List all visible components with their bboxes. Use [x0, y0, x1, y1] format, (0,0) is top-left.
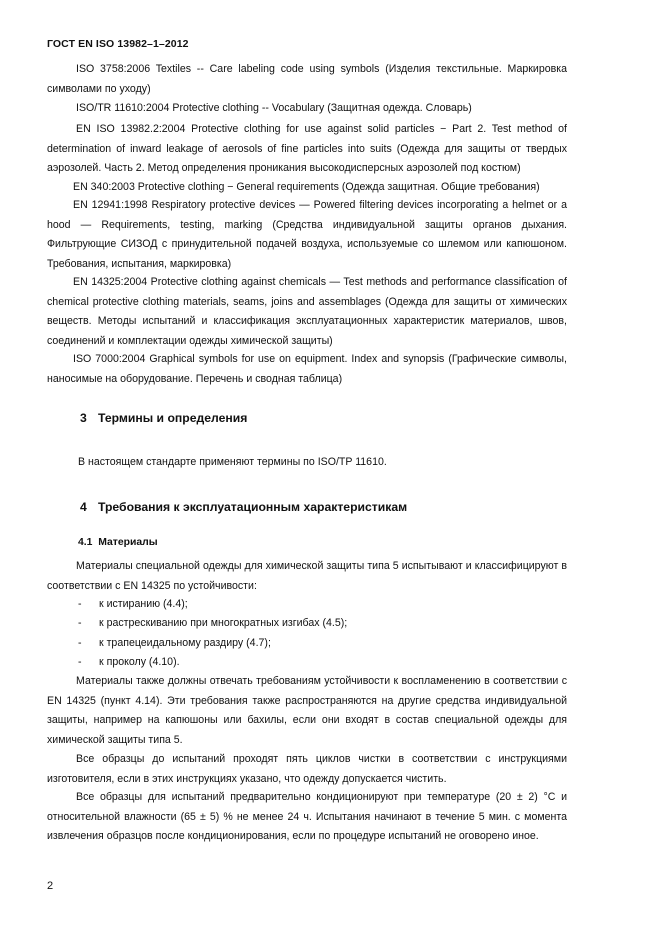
list-item	[78, 637, 271, 649]
reference-en-12941: EN 12941:1998 Respiratory protective devices — Powered filtering devices incorporating a helmet or a hood — Requirements, testing, marking (Средства индивидуальной защиты органов дыхания. Фильтрующие СИЗОД с принудительной подачей воздуха, используемые со шлемом или капюшоном. Требования, испытания, маркировка)	[47, 199, 567, 270]
reference-iso-7000: ISO 7000:2004 Graphical symbols for use on equipment. Index and synopsis (Графические символы, наносимые на оборудование. Перечень и сводная таблица)	[47, 353, 567, 385]
list-item-text: к трапецеидальному раздиру (4.7);	[99, 637, 271, 649]
section-4-cleaning-paragraph: Все образцы до испытаний проходят пять циклов чистки в соответствии с инструкциями изготовителя, если в этих инструкциях указано, что одежду допускается чистить.	[47, 753, 567, 785]
reference-en-340: EN 340:2003 Protective clothing − General requirements (Одежда защитная. Общие требования)	[73, 181, 540, 193]
list-marker: -	[78, 637, 82, 649]
list-item-text: к растрескиванию при многократных изгибах (4.5);	[99, 617, 348, 629]
reference-en-14325: EN 14325:2004 Protective clothing against chemicals — Test methods and performance classification of chemical protective clothing materials, seams, joins and assemblages (Одежда для защиты от химических веществ. Методы испытаний и классификация эксплуатационных характеристик материалов, швов, соединений и комплектации одежды химической защиты)	[47, 276, 567, 347]
section-4-number: 4	[80, 500, 87, 514]
section-3-heading	[80, 411, 247, 425]
section-4-title: Требования к эксплуатационным характеристикам	[98, 500, 408, 514]
page-number: 2	[47, 880, 54, 892]
list-item-text: к истиранию (4.4);	[99, 598, 188, 610]
reference-en-iso-13982-2: EN ISO 13982.2:2004 Protective clothing for use against solid particles − Part 2. Test method of determination of inward leakage of aerosols of fine particles into suits (Одежда для защиты от твердых аэрозолей. Часть 2. Метод определения проникания высокодисперсных аэрозолей под костюм)	[47, 123, 567, 174]
section-3-number: 3	[80, 411, 87, 425]
section-4-conditioning-paragraph: Все образцы для испытаний предварительно кондиционируют при температуре (20 ± 2) °С и относительной влажности (65 ± 5) % не менее 24 ч. Испытания начинают в течение 5 мин. с момента извлечения образцов после кондиционирования, если по процедуре испытаний не оговорено иное.	[47, 791, 567, 842]
section-3-title: Термины и определения	[98, 411, 248, 425]
reference-iso-3758: ISO 3758:2006 Textiles -- Care labeling code using symbols (Изделия текстильные. Маркировка символами по уходу)	[47, 63, 567, 95]
section-4-heading	[80, 500, 407, 514]
subsection-4-1-heading	[78, 537, 158, 548]
section-3-text: В настоящем стандарте применяют термины по ISO/TP 11610.	[78, 456, 387, 468]
document-code-header: ГОСТ EN ISO 13982–1–2012	[47, 38, 189, 50]
section-4-intro: Материалы специальной одежды для химической защиты типа 5 испытывают и классифицируют в соответствии с EN 14325 по устойчивости:	[47, 560, 567, 592]
reference-iso-tr-11610: ISO/TR 11610:2004 Protective clothing -- Vocabulary (Защитная одежда. Словарь)	[76, 102, 472, 114]
subsection-4-1-number: 4.1	[78, 537, 93, 548]
list-item	[78, 617, 347, 629]
list-item	[78, 598, 188, 610]
subsection-4-1-title: Материалы	[98, 537, 158, 548]
section-4-flammability-paragraph: Материалы также должны отвечать требованиям устойчивости к воспламенению в соответствии с EN 14325 (пункт 4.14). Эти требования также распространяются на другие средства индивидуальной защиты, например на капюшоны или бахилы, если они входят в состав специальной одежды для химической защиты типа 5.	[47, 675, 567, 746]
list-marker: -	[78, 656, 82, 668]
list-item-text: к проколу (4.10).	[99, 656, 180, 668]
list-marker: -	[78, 598, 82, 610]
list-marker: -	[78, 617, 82, 629]
list-item	[78, 656, 180, 668]
